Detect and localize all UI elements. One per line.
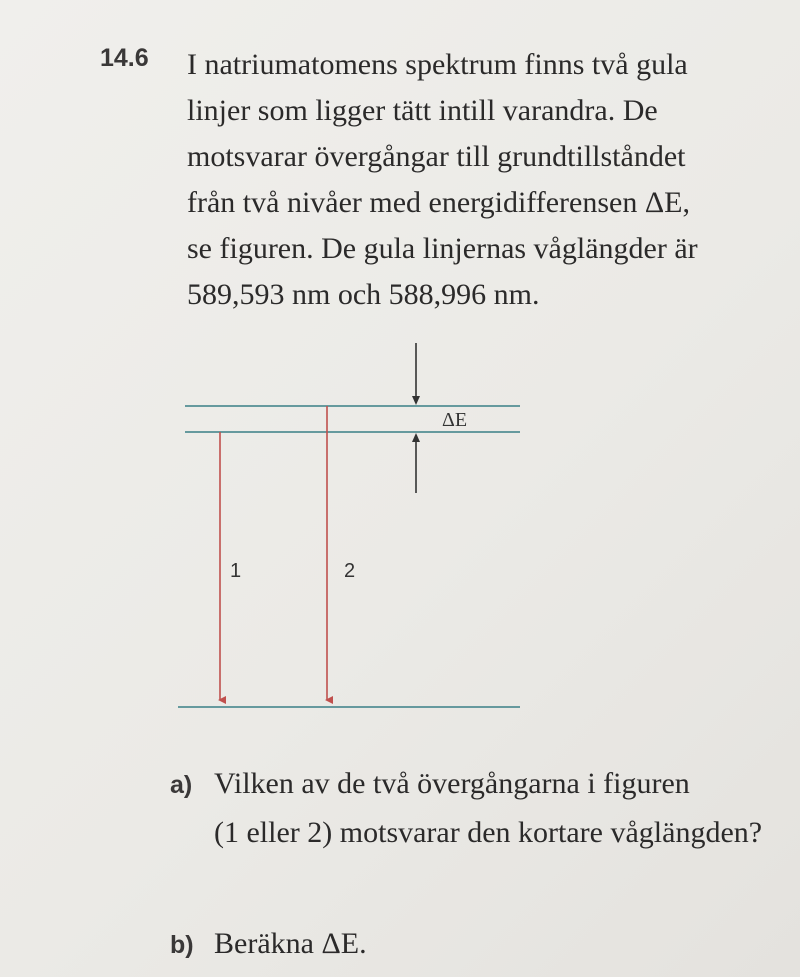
transition-2-label: 2 <box>344 560 356 582</box>
delta-e-arrowhead-bottom <box>412 433 420 442</box>
question-a-line: (1 eller 2) motsvarar den kortare våglängden? <box>214 816 763 849</box>
question-b-label: b) <box>170 931 194 959</box>
delta-e-label: ΔE <box>442 409 468 431</box>
problem-line: motsvarar övergångar till grundtillståndet <box>187 140 686 173</box>
problem-line: se figuren. De gula linjernas våglängder är <box>187 232 698 265</box>
question-a-line: Vilken av de två övergångarna i figuren <box>214 767 690 800</box>
problem-line: 589,593 nm och 588,996 nm. <box>187 278 540 311</box>
problem-line: från två nivåer med energidifferensen ΔE, <box>187 186 690 219</box>
problem-line: I natriumatomens spektrum finns två gula <box>187 48 688 81</box>
question-b <box>170 920 367 969</box>
transition-1-label: 1 <box>230 560 242 582</box>
question-b-line: Beräkna ΔE. <box>214 927 367 960</box>
question-a <box>170 760 762 857</box>
problem-line: linjer som ligger tätt intill varandra. De <box>187 94 658 127</box>
delta-e-arrowhead-top <box>412 396 420 405</box>
question-a-label: a) <box>170 771 193 799</box>
problem-number: 14.6 <box>100 44 149 72</box>
